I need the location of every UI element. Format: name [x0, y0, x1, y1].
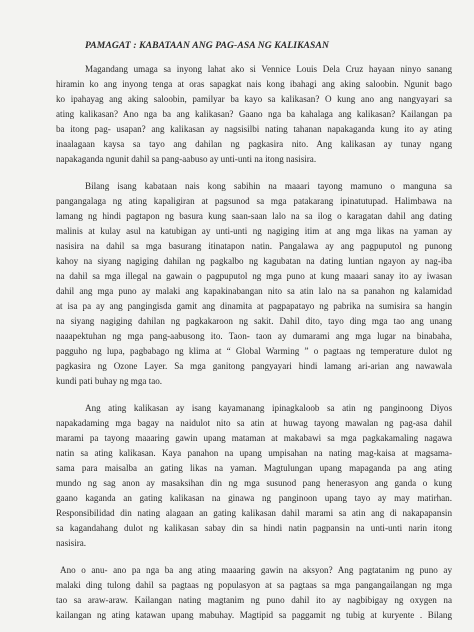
text-line: kahoy na siyang nagiging dahilan ng pagkalbo ng kagubatan na dating luntian ngayon ay nag-iba [56, 256, 452, 267]
text-line: gaano kaganda an gating kalikasan na ginawa ng panginoon upang tayo ay may matirhan. [56, 493, 452, 504]
text-line: inaalagaan kaysa sa tayo ang dahilan ng pagkasira nito. Ang kalikasan ay tunay ngang [56, 139, 452, 150]
text-line: dahil ang mga puno ay malaki ang kapakinabangan nito sa atin lalo na sa panahon ng kalamidad [56, 286, 452, 297]
text-line: kundi pati buhay ng mga tao. [56, 376, 163, 387]
text-line: napakaganda ngunit dahil sa pang-aabuso ay unti-unti na itong nasisira. [56, 154, 317, 165]
paragraph-2 [56, 179, 452, 390]
text-line: nasisira na dahil sa mga basurang itinatapon natin. Pangalawa ay ang pagpuputol ng punong [56, 241, 452, 252]
text-line: naaapektuhan ng mga pang-aabusong ito. Taon- taon ay dumarami ang mga lugar na binabaha, [56, 331, 452, 342]
paragraph-4 [56, 563, 452, 623]
text-line: na siyang nagiging dahilan ng pagkakaroon ng sakit. Dahil dito, tayo ding mga tao ang unang [56, 316, 452, 327]
paragraph-1 [56, 62, 452, 167]
document-title: PAMAGAT : KABATAAN ANG PAG-ASA NG KALIKASAN [85, 40, 330, 51]
text-line: ba itong pag- usapan? ang kalikasan ay nagsisilbi nating tahanan napakaganda kung ito ay ating [56, 124, 452, 135]
text-line: mundo ng sag anon ay masaksihan din ng mga susunod pang henerasyon ang ganda o kung [56, 478, 452, 489]
text-line: sama para maisalba an gating likas na yaman. Magtulungan upang mapaganda pa ang ating [56, 463, 452, 474]
paragraph-3 [56, 401, 452, 551]
text-line: natin sa ating kalikasan. Kaya panahon na upang umpisahan na nating mag-kaisa at magsama- [56, 448, 452, 459]
text-line: marami pa tayong maaaring gawin upang mataman at makabawi sa mga pagkakamaling nagawa [56, 433, 452, 444]
text-line: Ang ating kalikasan ay isang kayamanang ipinagkaloob sa atin ng panginoong Diyos [85, 402, 452, 413]
text-line: Responsibilidad din nating alagaan an gating kalikasan dahil marami sa atin ang di nakapapansin [56, 508, 452, 519]
text-line: malaki ding tulong dahil sa pagtaas ng populasyon at sa pagtaas sa mga pangangailangan ng mga [56, 580, 452, 590]
text-line: at isa pa ay ang pangingisda gamit ang dinamita at pagpapatayo ng pabrika na sumisira sa hangin [56, 301, 452, 312]
text-line: pagkasira ng Ozone Layer. Sa mga ganitong pangyayari hindi lamang ari-arian ang nawawala [56, 361, 452, 372]
text-line: ating kalikasan? Ano nga ba ang kalikasan? Gaano nga ba kahalaga ang kalikasan? Kailangan pa [56, 109, 452, 120]
text-line: pagguho ng lupa, pagbabago ng klima at “ Global Warming ” o pagtaas ng temperature dulot ng [56, 346, 452, 357]
text-line: Magandang umaga sa inyong lahat ako si Vennice Louis Dela Cruz hayaan ninyo sanang [85, 64, 452, 74]
text-line: kailangan ng ating katawan upang mabuhay. Magtipid sa paggamit ng tubig at kuryente . Bilang [56, 610, 452, 621]
text-line: Ano o anu- ano pa nga ba ang ating maaaring gawin na aksyon? Ang pagtatanim ng puno ay [60, 564, 452, 575]
text-line: lamang ng hindi pagtapon ng basura kung saan-saan lalo na sa ilog o karagatan dahil ang dating [56, 210, 452, 221]
text-line: napakadaming mga bagay na naidulot nito sa atin at huwag tayong mawalan ng pag-asa dahil [56, 418, 452, 429]
text-line: ko ipahayag ang aking saloobin, pamilyar ba kayo sa kalikasan? O kung ano ang nangyayari sa [56, 94, 452, 105]
text-line: malinis at kulay asul na katubigan ay unti-unti ng nagiging itim at ang mga likas na yaman ay [56, 225, 452, 236]
text-line: hiramin ko ang inyong tenga at oras sapagkat nais kong ibahagi ang aking saloobin. Ngunit bago [56, 79, 452, 90]
text-line: sa kagandahang dulot ng kalikasan sabay din sa hindi natin pagpansin na unti-unti narin itong [56, 523, 452, 534]
text-line: Bilang isang kabataan nais kong sabihin na maaari tayong mamuno o manguna sa [85, 180, 452, 191]
text-line: nasisira. [56, 538, 87, 549]
text-line: pangangalaga ng ating kapaligiran at pagsunod sa mga patakarang ipinatutupad. Halimbawa na [56, 195, 452, 206]
text-line: tao sa araw-araw. Kailangan nating magtanim ng puno dahil ito ay nagbibigay ng oxygen na [56, 595, 452, 606]
text-line: na dahil sa mga illegal na gawain o pagpuputol ng mga puno at kung maaari sanay ito ay iwasan [56, 271, 452, 282]
